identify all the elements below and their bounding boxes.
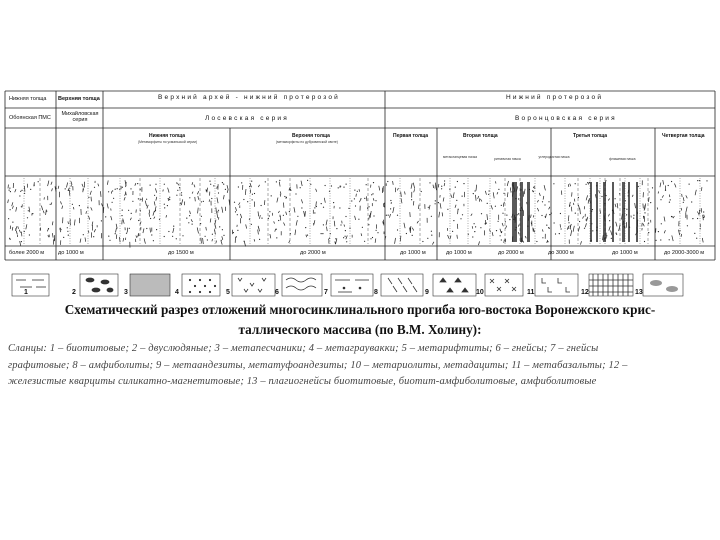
- thickness-value: до 1500 м: [168, 250, 194, 256]
- legend-swatch-7: [331, 274, 373, 296]
- thickness-value: до 1000 м: [58, 250, 84, 256]
- legend-number: 5: [226, 289, 230, 296]
- thickness-value: до 1000 м: [446, 250, 472, 256]
- header-vorontsovka-series: Воронцовская серия: [515, 115, 617, 122]
- header-second-thickness: Вторая толща: [463, 133, 498, 139]
- thickness-value: до 1000 м: [400, 250, 426, 256]
- header-member-metaschist: метасланцевая пачка: [443, 155, 478, 159]
- header-lower-thickness-sub: (Метаморфиты по усманьской серии): [138, 140, 198, 144]
- header-oboyan-series: Обоянская ПМС: [9, 115, 51, 121]
- legend-swatch-10: [485, 274, 523, 296]
- header-member-rhythmic: ритмичная пачка: [494, 157, 521, 161]
- legend-swatch-12: [589, 274, 633, 296]
- legend-number: 6: [275, 289, 279, 296]
- legend-swatch-13: [643, 274, 683, 296]
- legend-swatches: [0, 268, 720, 304]
- header-mikhailovka-series: Михайловская серия: [61, 111, 99, 123]
- legend-number: 12: [581, 289, 589, 296]
- header-losevo-series: Лосевская серия: [205, 115, 289, 122]
- header-upper-stratum: Верхняя толща: [58, 96, 100, 102]
- caption-title-line2: таллического массива (по В.М. Холину):: [238, 322, 482, 337]
- legend-swatch-1: [12, 274, 49, 296]
- header-fourth-thickness: Четвертая толща: [662, 133, 705, 139]
- legend-swatch-6: [282, 274, 322, 296]
- header-first-thickness: Первая толща: [393, 133, 429, 139]
- legend-description-line3: железистые кварциты силикатно-магнетитовые; 13 – плагиогнейсы биотитовые, биотит-амфиболитовые, амфиболитовые: [8, 376, 597, 387]
- legend-swatch-11: [535, 274, 578, 296]
- legend-description-line2: графитовые; 8 – амфиболиты; 9 – метаандезиты, метатуфоандезиты; 10 – метариолиты, метадациты; 11 – метабазальты; 12 –: [8, 360, 628, 371]
- header-upper-thickness-sub: (метаморфиты по дубровинской свите): [276, 140, 338, 144]
- header-upper-thickness: Верхняя толща: [292, 133, 330, 139]
- legend-swatch-5: [232, 274, 275, 296]
- legend-swatch-8: [381, 274, 423, 296]
- header-archean-proterozoic: Верхний архей - нижний протерозой: [158, 94, 341, 101]
- header-lower-proterozoic: Нижний протерозой: [506, 94, 604, 101]
- thickness-value: до 2000 м: [498, 250, 524, 256]
- legend-number: 10: [476, 289, 484, 296]
- legend-number: 3: [124, 289, 128, 296]
- header-third-thickness: Третья толща: [573, 133, 608, 139]
- legend-swatch-2: [80, 274, 118, 296]
- legend-swatch-4: [182, 274, 220, 296]
- legend-number: 11: [527, 289, 535, 296]
- legend-number: 13: [635, 289, 643, 296]
- header-lower-stratum: Нижняя толща: [9, 96, 47, 102]
- legend-number: 9: [425, 289, 429, 296]
- legend-number: 4: [175, 289, 179, 296]
- header-member-flysch: флишевая пачка: [609, 157, 636, 161]
- legend-number: 8: [374, 289, 378, 296]
- header-lower-thickness: Нижняя толща: [149, 133, 186, 139]
- legend-number: 2: [72, 289, 76, 296]
- thickness-value: до 2000-3000 м: [664, 250, 705, 256]
- thickness-value: более 2000 м: [9, 250, 45, 256]
- thickness-value: до 3000 м: [548, 250, 574, 256]
- header-member-carbonaceous: углеродистая пачка: [538, 155, 570, 159]
- legend-swatch-3: [130, 274, 170, 296]
- legend-number: 7: [324, 289, 328, 296]
- legend-description-line1: Сланцы: 1 – биотитовые; 2 – двуслюдяные; 3 – метапесчаники; 4 – метаграувакки; 5 – метарифтиты; 6 – гнейсы; 7 – гнейсы: [8, 343, 599, 354]
- caption-title-line1: Схематический разрез отложений многосинклинального прогиба юго-востока Воронежского крис-: [64, 302, 656, 317]
- thickness-value: до 2000 м: [300, 250, 326, 256]
- legend-swatch-9: [433, 274, 476, 296]
- thickness-value: до 1000 м: [612, 250, 638, 256]
- legend-number: 1: [24, 289, 28, 296]
